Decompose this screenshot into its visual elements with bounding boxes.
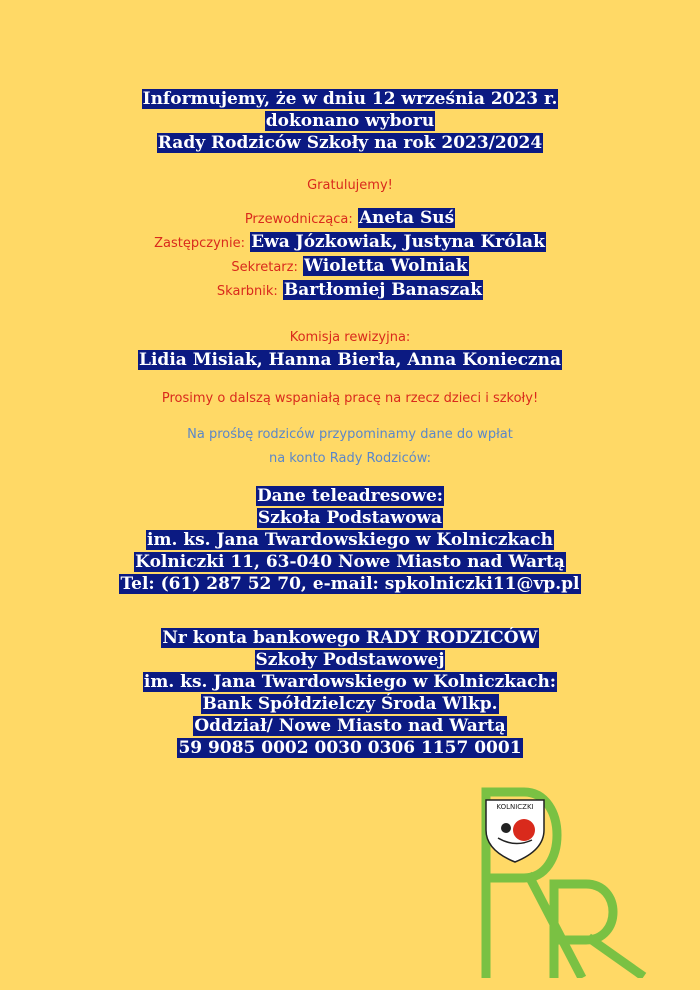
congrats-text: Gratulujemy! [307,178,393,193]
role-label: Sekretarz: [231,260,298,275]
header-line-1: Informujemy, że w dniu 12 września 2023 r. [142,89,558,109]
member-names: Ewa Józkowiak, Justyna Królak [251,232,545,252]
reminder-line-2: na konto Rady Rodziców: [268,451,432,466]
board-list [0,207,700,303]
member-names: Bartłomiej Banaszak [283,280,483,300]
reminder-line-1: Na prośbę rodziców przypominamy dane do wpłat [187,427,513,442]
school-badge-icon [486,800,544,862]
contact-line-2: Szkoła Podstawowa [257,508,443,528]
contact-line-1: Dane teleadresowe: [256,486,444,506]
contact-details [0,485,700,595]
bank-account-number: 59 9085 0002 0030 0306 1157 0001 [178,738,522,758]
bank-details [0,627,700,759]
bank-line-5: Oddział/ Nowe Miasto nad Wartą [194,716,506,736]
member-names: Aneta Suś [358,208,455,228]
role-label: Przewodnicząca: [244,212,353,227]
member-names: Wioletta Wolniak [303,256,468,276]
contact-line-4: Kolniczki 11, 63-040 Nowe Miasto nad Wartą [135,552,565,572]
audit-names: Lidia Misiak, Hanna Bierła, Anna Konieczna [139,350,561,370]
board-row-treasurer [0,279,700,303]
contact-line-3: im. ks. Jana Twardowskiego w Kolniczkach [147,530,553,550]
congrats-line [0,174,700,193]
contact-line-5: Tel: (61) 287 52 70, e-mail: spkolniczki11@vp.pl [120,574,580,594]
bank-line-1: Nr konta bankowego RADY RODZICÓW [162,628,538,648]
announcement-header [0,88,700,154]
bank-line-2: Szkoły Podstawowej [255,650,445,670]
request-text: Prosimy o dalszą wspaniałą pracę na rzecz dzieci i szkoły! [161,391,539,406]
rr-logo [472,778,672,978]
board-row-deputies [0,231,700,255]
bank-line-4: Bank Spółdzielczy Środa Wlkp. [202,694,498,714]
board-row-secretary [0,255,700,279]
bank-line-3: im. ks. Jana Twardowskiego w Kolniczkach: [143,672,557,692]
badge-text: KOLNICZKI [496,803,534,811]
request-line [0,387,700,406]
audit-committee [0,325,700,371]
audit-title: Komisja rewizyjna: [289,330,411,345]
board-row-chair [0,207,700,231]
payment-reminder [0,422,700,470]
header-line-2: dokonano wyboru [265,111,435,131]
role-label: Skarbnik: [216,284,278,299]
header-line-3: Rady Rodziców Szkoły na rok 2023/2024 [157,133,543,153]
role-label: Zastępczynie: [154,236,246,251]
